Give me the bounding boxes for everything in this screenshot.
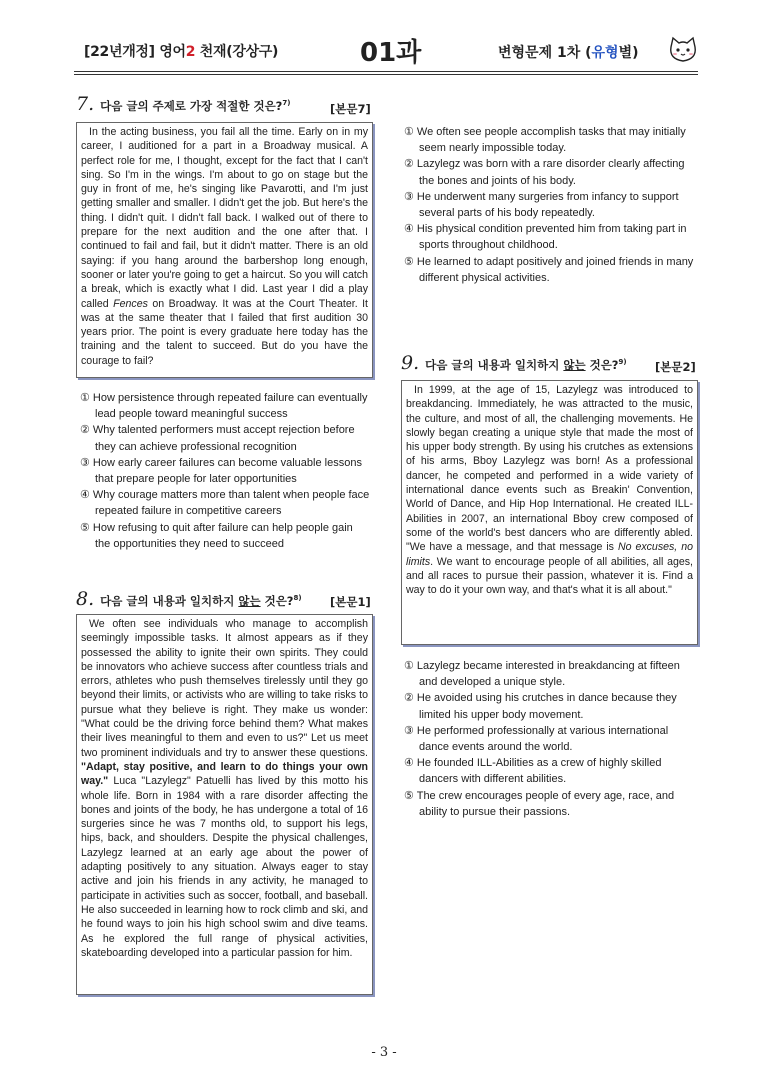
header-type: 변형문제 1차 (유형별)	[498, 45, 639, 61]
q8-option-2[interactable]: ② Lazylegz was born with a rare disorder clearly affecting the bones and joints of his body.	[404, 158, 685, 187]
q7-option-1[interactable]: ① How persistence through repeated failure can eventually lead people toward meaningful success	[80, 392, 368, 421]
q8-passage-box: We often see individuals who manage to accomplish seemingly impossible tasks. It almost appears as if they possessed the ability to ignite their own spirits. They could be innovators who achieve success after countless trials and errors, athletes who push themselves tirelessly until they go beyond their limits, or activists who are willing to take risks to pursue what they believe is right. They make us wonder: "What could be the driving force behind them? What makes their lives meaningful to them and even to us?" Let us meet two prominent individuals and try to answer these questions. "Adapt, stay positive, and learn to do things your own way." Luca "Lazylegz" Patuelli has lived by this motto his whole life. Born in 1984 with a rare disorder affecting the bones and joints of the body, he has undergone a total of 16 surgeries since he was 7 months old, to support his legs, hips, back, and shoulders. Despite the physical challenges, Lazylegz learned at an early age about the power of adapting positively to any situation. Always eager to stay active and join his friends in any activity, he managed to participate in activities such as soccer, football, and baseball. He also succeeded in learning how to rock climb and ski, and he found ways to join his high school swim and dive teams. As he explored the full range of physical activities, skateboarding developed into a particular passion for him.	[76, 614, 373, 995]
q9-option-3[interactable]: ③ He performed professionally at various international dance events around the world.	[404, 724, 669, 754]
q8-options	[404, 124, 696, 286]
header-rule-bottom	[74, 74, 698, 75]
q7-source: [본문7]	[330, 102, 371, 116]
q8-title: 8. 다음 글의 내용과 일치하지 않는 것은?$^{8)}$	[76, 588, 302, 610]
cat-mascot-icon	[667, 35, 699, 65]
q7-passage-box: In the acting business, you fail all the time. Early on in my career, I auditioned for a part in a Broadway musical. A perfect role for me, I thought, except for the fact that I can't sing. So I'm in the wings. I'm about to go on stage but the guy in front of me, he's singing like Pavarotti, and I'm just getting smaller and smaller. I didn't get the job. But here's the thing. I didn't quit. I didn't fall back. I walked out of there to prepare for the next audition and the one after that. I continued to fail and fail, but it didn't matter. There is an old saying: if you hang around the barbershop long enough, sooner or later you're going to get a haircut. So you will catch a break, which is exactly what I did. Last year I did a play called Fences on Broadway. It was at the Court Theater. It was at the same theater that I failed that first audition 30 years prior. The point is every graduate here today has the training and the talent to succeed. But do you have the courage to fail?	[76, 122, 373, 378]
header-lesson: 01과	[360, 38, 422, 68]
q8-option-3[interactable]: ③ He underwent many surgeries from infancy to support several parts of his body repeatedly.	[404, 190, 679, 220]
q9-passage-box: In 1999, at the age of 15, Lazylegz was introduced to breakdancing. Immediately, he was attracted to the music, the culture, and most of all, the challenging movements. He slowly began creating a unique style that made the most of his upper body strength. By using his crutches as extensions of his arms, Bboy Lazylegz was born! As a professional dancer, he competed and performed in a wide variety of international dance events such as Breakin' Convention, World of Dance, and Hip Hop International. He created ILL-Abilities in 2007, an international Bboy crew composed of some of the world's best dancers who are differently abled. "We have a message, and that message is No excuses, no limits. We want to encourage people of all abilities, all ages, and all races to pursue their passion, whatever it is. Find a way to do it your own way, and that's what it is all about."	[401, 380, 698, 645]
q8-option-4[interactable]: ④ His physical condition prevented him from taking part in sports throughout childhood.	[404, 223, 687, 252]
header-course: [22년개정] 영어2 천재(강상구)	[84, 44, 279, 60]
q9-title: 9. 다음 글의 내용과 일치하지 않는 것은?$^{9)}$	[401, 352, 627, 374]
q7-option-5[interactable]: ⑤ How refusing to quit after failure can help people gain the opportunities they need to succeed	[80, 521, 353, 550]
q7-options	[80, 390, 370, 552]
q7-option-4[interactable]: ④ Why courage matters more than talent when people face repeated failure in competitive careers	[80, 489, 370, 518]
q9-option-2[interactable]: ② He avoided using his crutches in dance because they limited his upper body movement.	[404, 692, 677, 721]
q8-option-5[interactable]: ⑤ He learned to adapt positively and joined friends in many different physical activities.	[404, 255, 694, 284]
q9-option-1[interactable]: ① Lazylegz became interested in breakdancing at fifteen and developed a unique style.	[404, 660, 680, 689]
q9-option-4[interactable]: ④ He founded ILL-Abilities as a crew of highly skilled dancers with different abilities.	[404, 757, 662, 786]
q7-option-2[interactable]: ② Why talented performers must accept rejection before they can achieve professional recognition	[80, 424, 355, 453]
q9-options	[404, 658, 696, 820]
q8-source: [본문1]	[330, 595, 371, 609]
page-header	[0, 0, 768, 80]
q7-title: 7. 다음 글의 주제로 가장 적절한 것은?$^{7)}$	[76, 93, 291, 115]
q8-option-1[interactable]: ① We often see people accomplish tasks that may initially seem nearly impossible today.	[404, 126, 686, 155]
q7-option-3[interactable]: ③ How early career failures can become valuable lessons that prepare people for later opportunities	[80, 456, 362, 486]
q9-source: [본문2]	[655, 360, 696, 374]
page-number: - 3 -	[371, 1045, 397, 1060]
q9-option-5[interactable]: ⑤ The crew encourages people of every age, race, and ability to pursue their passions.	[404, 789, 675, 818]
header-rule-top	[74, 71, 698, 72]
